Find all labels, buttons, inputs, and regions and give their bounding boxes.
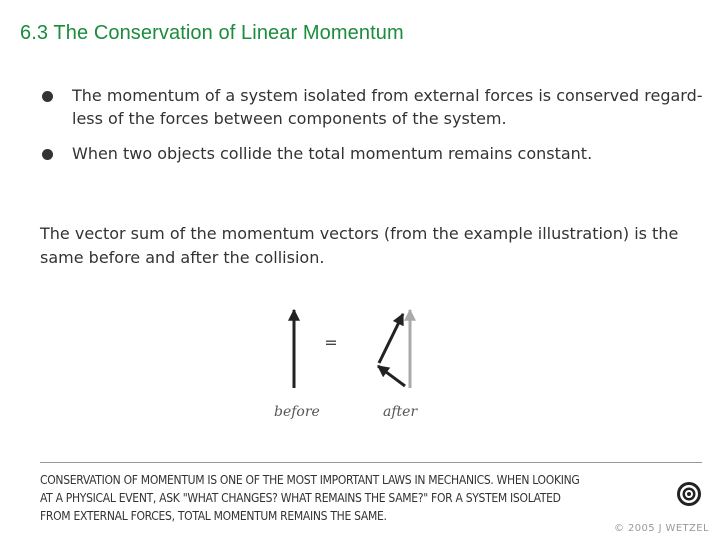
bullet-list bbox=[40, 84, 705, 177]
slide-title: 6.3 The Conservation of Linear Momentum bbox=[20, 22, 404, 44]
footer-divider bbox=[40, 462, 702, 463]
after-component-arrow-1 bbox=[379, 314, 403, 363]
bullet-item bbox=[40, 142, 705, 165]
explanation-paragraph: The vector sum of the momentum vectors (from the example illustration) is the same before and after the collision. bbox=[40, 224, 679, 267]
footer-note bbox=[40, 471, 660, 525]
after-component-arrow-2 bbox=[378, 366, 405, 386]
momentum-vectors-diagram bbox=[262, 300, 462, 410]
bullet-item bbox=[40, 84, 705, 130]
bullet-dot-icon bbox=[42, 149, 53, 160]
footer-line: AT A PHYSICAL EVENT, ASK "WHAT CHANGES? WHAT REMAINS THE SAME?" FOR A SYSTEM ISOLATED bbox=[40, 491, 561, 505]
bullet-dot-icon bbox=[42, 91, 53, 102]
bullet-text: When two objects collide the total momentum remains constant. bbox=[72, 144, 593, 163]
target-icon bbox=[676, 481, 702, 511]
copyright-text: © 2005 J WETZEL bbox=[614, 523, 709, 534]
equals-sign: = bbox=[324, 333, 338, 352]
bullet-text: The momentum of a system isolated from external forces is conserved regard-less of the forces between components of the system. bbox=[72, 86, 703, 128]
footer-line: CONSERVATION OF MOMENTUM IS ONE OF THE MOST IMPORTANT LAWS IN MECHANICS. WHEN LOOKING bbox=[40, 473, 580, 487]
momentum-figure bbox=[262, 300, 462, 430]
footer-line: FROM EXTERNAL FORCES, TOTAL MOMENTUM REMAINS THE SAME. bbox=[40, 509, 387, 523]
after-label: after bbox=[383, 404, 418, 420]
before-label: before bbox=[274, 404, 320, 420]
